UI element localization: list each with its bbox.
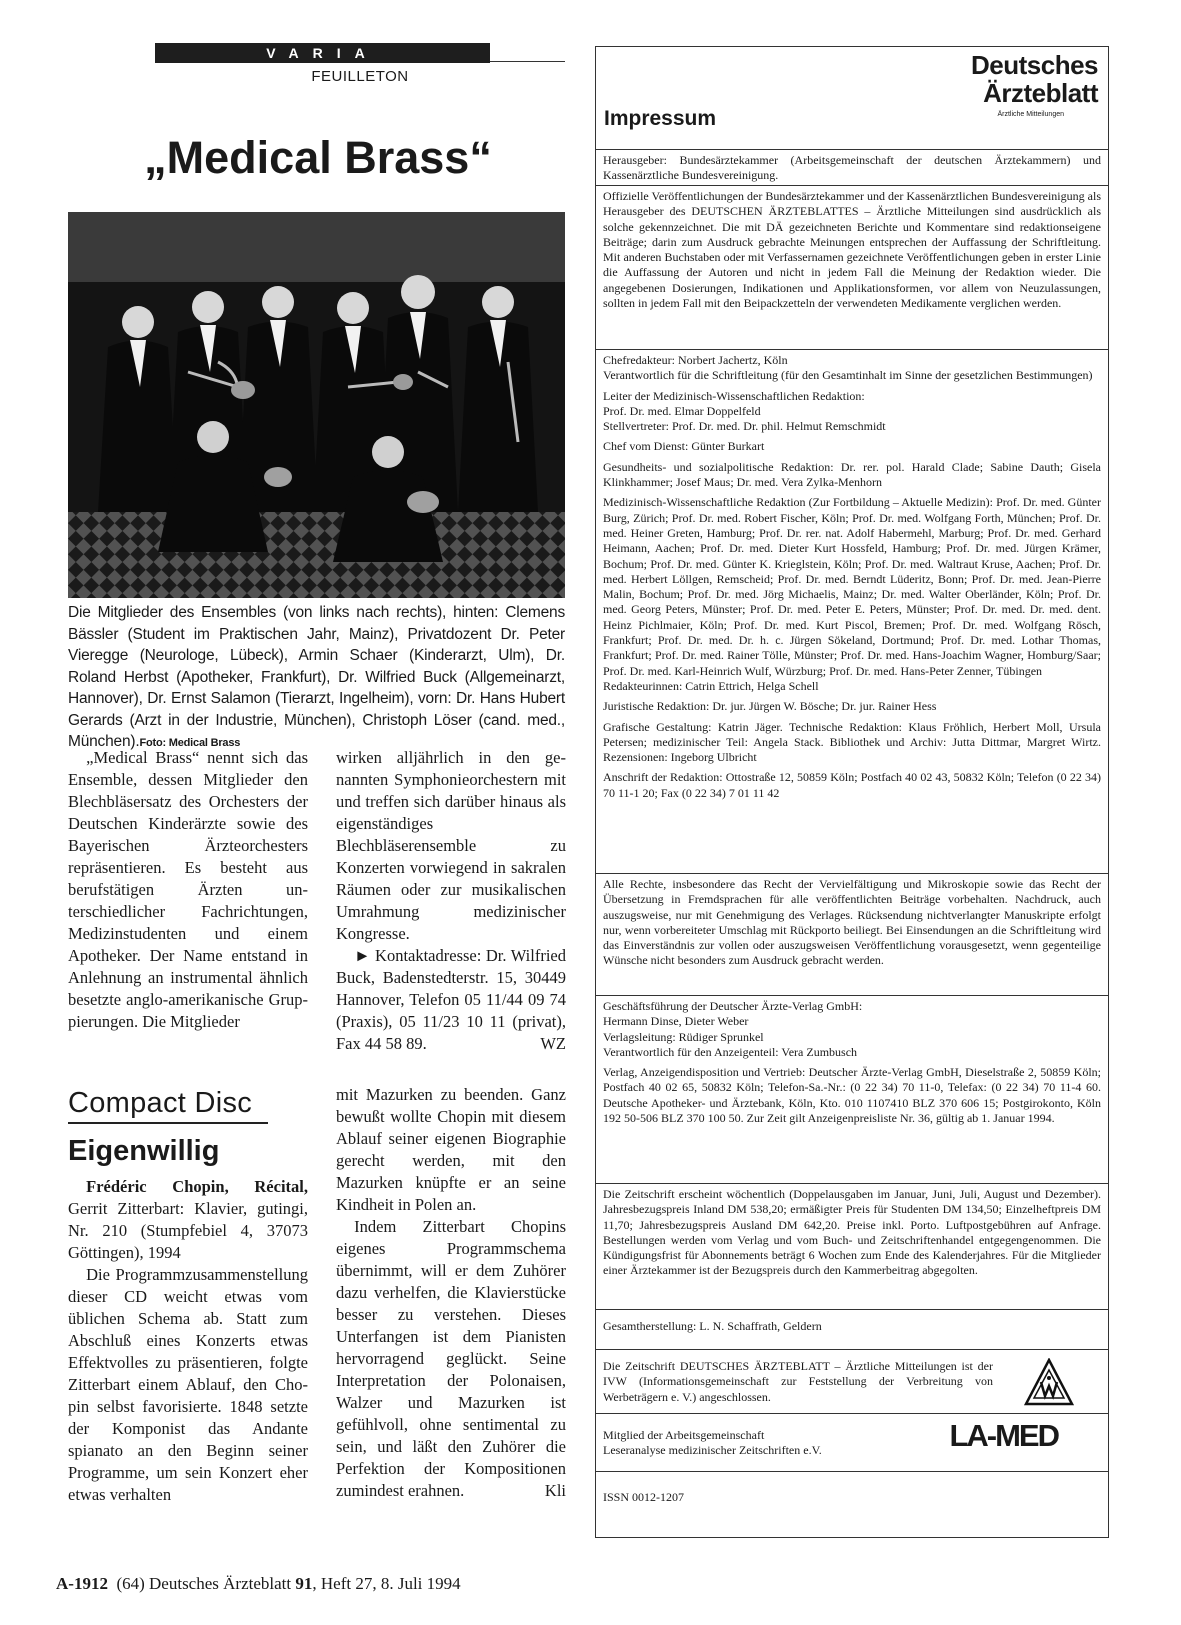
review-column-1 <box>68 1176 308 1506</box>
issue-info: , Heft 27, 8. Juli 1994 <box>312 1574 461 1593</box>
page-ref: A-1912 <box>56 1574 108 1593</box>
caption-text: Die Mitglieder des Ensembles (von links nach rechts), hinten: Clemens Bässler (Student im Praktischen Jahr, Mainz), Privatdozent Dr. Peter Vieregge (Neurologe, Lübeck), Armin Schaer (Kinderarzt, Ulm), Dr. Roland Herbst (Apotheker, Frankfurt), Dr. Wilfried Buck (Allgemeinarzt, Hannover), Dr. Ernst Salamon (Tierarzt, Ingelheim), vorn: Dr. Hans Hubert Gerards (Arzt in der Industrie, München), Christoph Löser (cand. med., München). <box>68 604 565 750</box>
chef-dienst-text: Chef vom Dienst: Günter Burkart <box>603 439 765 454</box>
leiter-text: Leiter der Medizinisch-Wissenschaftlichen Redaktion: Prof. Dr. med. Elmar Doppelfeld Stellvertreter: Prof. Dr. med. Dr. phil. Helmut Remschmidt <box>603 388 886 434</box>
review-paragraph: mit Mazurken zu beenden. Ganz bewußt wollte Chopin mit diesem Ablauf seiner eigenen Biographie gerecht werden, mit den Mazurken knüpfte er an seine Kindheit in Polen an. <box>336 1085 566 1214</box>
herausgeber-text: Herausgeber: Bundesärztekammer (Arbeitsgemeinschaft der deutschen Ärztekammern) und Kassenärztliche Bundesvereinigung. <box>603 153 1101 183</box>
med-wiss-text: Medizinisch-Wissenschaftliche Redaktion (Zur Fortbildung – Aktuelle Medizin): Prof. Dr. med. Günter Burg, Zürich; Prof. Dr. med. Robert Fischer, Köln; Prof. Dr. med. Wolfgang Forth, München; Prof. Dr. med. Heiner Greten, Hamburg; Prof. Dr. rer. nat. Adolf Habermehl, Marburg; Prof. Dr. med. Gerhard Heimann, Aachen; Prof. Dr. med. Dieter Kurt Hossfeld, Hamburg; Prof. Dr. med. Jürgen Krämer, Bochum; Prof. Dr. med. Günter K. Krieglstein, Köln; Prof. Dr. med. Waltraut Kruse, Aachen; Prof. Dr. med. Herbert Löllgen, Remscheid; Prof. Dr. med. Berndt Lüderitz, Bonn; Prof. Dr. med. Jean-Pierre Malin, Bochum; Prof. Dr. med. Jörg Michaelis, Mainz; Dr. med. Walter Oberländer, Köln; Prof. Dr. med. Georg Peters, Münster; Prof. Dr. med. Peter E. Peters, Münster; Prof. Dr. med. Dr. med. dent. Heinz Pichlmaier, Köln; Prof. Dr. med. Kurt Piscol, Bremen; Prof. Dr. med. Wolfgang Rösch, Frankfurt; Prof. Dr. med. Dr. h. c. Jürgen Sökeland, Dortmund; Prof. Dr. med. Lothar Thomas, Frankfurt; Prof. Dr. med. Rainer Tölle, Münster; Prof. Dr. med. Hans-Joachim Wagner, Homburg/Saar; Prof. Dr. med. Karl-Heinrich Wulf, Würzburg; Prof. Dr. med. Hans-Peter Zenner, Tübingen Redakteurinnen: Catrin Ettrich, Helga Schell <box>603 495 1101 693</box>
impressum-ivw <box>596 1349 1108 1413</box>
review-author: Kli <box>544 1481 566 1500</box>
review-paragraph: Indem Zitterbart Chopins eigenes Programmschema übernimmt, will er dem Zuhörer dazu verhelfen, die Klavierstücke besser zu verstehen. Dieses Unterfangen ist dem Pianisten hervorragend geglückt. Seine Interpretation der Polonaisen, Walzer und Mazurken ist gefühlvoll, ohne sentimental zu sein, und läßt den Zuhörer die Perfektion der Kompositionen zumindest erahnen. <box>336 1217 566 1500</box>
article-headline: „Medical Brass“ <box>144 132 492 183</box>
issn-text: ISSN 0012-1207 <box>603 1490 685 1504</box>
impressum-zeitschrift <box>596 1183 1108 1309</box>
la-med-logo: LA-MED <box>949 1418 1058 1453</box>
impressum-lamed <box>596 1413 1108 1471</box>
juristisch-text: Juristische Redaktion: Dr. jur. Jürgen W. Bösche; Dr. jur. Rainer Hess <box>603 699 937 714</box>
la-med-text: Mitglied der Arbeitsgemeinschaft Leseranalyse medizinischer Zeitschriften e.V. <box>603 1428 822 1458</box>
official-text: Offizielle Veröffentlichungen der Bundesärztekammer und der Kassenärztlichen Bundesvereinigung als Herausgeber des DEUTSCHEN ÄRZTEBLATTES – Ärztliche Mitteilungen sind ausdrücklich als solche gekennzeichnet. Die mit DÄ gezeichneten Berichte und Kommentare sind redaktionseigene Beiträge; darin zum Ausdruck gebrachte Meinungen entsprechen der Auffassung der Schriftleitung. Mit anderen Buchstaben oder mit Verfassernamen gezeichnete Veröffentlichungen geben in erster Linie die Auffassung der Autoren und nicht in jedem Fall die Meinung der Redaktion wieder. Die angegebenen Dosierungen, Indikationen und Applikationsformen, vor allem von Neuzulassungen, sollten in jedem Fall mit den Beipackzetteln der verwendeten Medikamente verglichen werden. <box>603 189 1101 311</box>
gesundheit-text: Gesundheits- und sozialpolitische Redaktion: Dr. rer. pol. Harald Clade; Sabine Dauth; Gisela Klinkhammer; Josef Maus; Dr. med. Vera Zylka-Menhorn <box>603 459 1101 490</box>
anschrift-text: Anschrift der Redaktion: Ottostraße 12, 50859 Köln; Postfach 40 02 43, 50832 Köln; Telefon (0 22 34) 70 11-1 20; Fax (0 22 34) 7 01 11 42 <box>603 770 1101 800</box>
logo-subtitle: Ärztliche Mitteilungen <box>997 111 1064 118</box>
geschaeft-text: Geschäftsführung der Deutscher Ärzte-Verlag GmbH: Hermann Dinse, Dieter Weber Verlagsleitung: Rüdiger Sprunkel Verantwortlich für den Anzeigenteil: Vera Zumbusch <box>603 999 863 1059</box>
impressum-title: Impressum <box>604 107 717 130</box>
ivw-triangle-icon <box>1024 1358 1074 1406</box>
header-rule <box>490 61 565 62</box>
cd-section-label: Compact Disc <box>68 1087 253 1119</box>
volume-number: 91 <box>295 1574 313 1593</box>
article-column-2 <box>336 747 566 1055</box>
review-paragraph: Die Programmzusammenstellung dieser CD weicht etwas vom üblichen Schema ab. Statt zum Abschluß eines Konzerts etwas Effektvolles zu präsentieren, folgte Zitterbart einem Ablauf, den Chopin selbst favorisierte. 1848 setzte der Komponist das Andante spianato an den Beginn seiner Programme, um sein Konzert eher etwas verhalten <box>68 1265 308 1504</box>
ivw-text: Die Zeitschrift DEUTSCHES ÄRZTEBLATT – Ärztliche Mitteilungen ist der IVW (Informationsgemeinschaft zur Feststellung der Verbreitung von Werbeträgern e. V.) angeschlossen. <box>603 1359 993 1404</box>
ivw-logo <box>1024 1358 1074 1410</box>
cd-name: Frédéric Chopin, Récital, <box>86 1177 308 1196</box>
grafisch-text: Grafische Gestaltung: Katrin Jäger. Technische Redaktion: Klaus Fröhlich, Herbert Moll, Ursula Petersen; medizinischer Teil: Angela Stack. Bibliothek und Archiv: Jutta Dittmar, Margret Wirtz. Rezensionen: Ingeborg Ulbricht <box>603 719 1101 765</box>
photo-credit: Foto: Medical Brass <box>139 737 241 749</box>
gesamt-text: Gesamtherstellung: L. N. Schaffrath, Geldern <box>603 1319 822 1333</box>
rechte-text: Alle Rechte, insbesondere das Recht der Vervielfältigung und Mikroskopie sowie das Recht der Übersetzung in Fremdsprachen für alle veröffentlichten Beiträge vorbehalten. Nachdruck, auch auszugsweise, nur mit Genehmigung des Verlages. Rücksendung nichtverlangter Manuskripte erfolgt nur, wenn vorbereiteter Umschlag mit Rückporto beiliegt. Bei Einsendungen an die Schriftleitung wird das Einverständnis zur vollen oder auszugsweisen Veröffentlichung vorausgesetzt, wenn gegenteilige Wünsche nicht besonders zum Ausdruck gebracht werden. <box>603 877 1101 968</box>
section-label-varia: VARIA <box>155 43 490 63</box>
article-paragraph: „Medical Brass“ nennt sich das Ensemble, dessen Mitglieder den Blechbläsersatz des Orchesters der Deutschen Kinderärzte sowie des Bayerischen Ärzteorchesters repräsentieren. Es besteht aus berufstätigen Ärzten unterschiedlicher Fachrichtungen, Medizinstudenten und einem Apotheker. Der Name entstand in Anlehnung an instrumental ähnlich besetzte anglo-amerikanische Gruppierungen. Die Mitglieder <box>68 748 308 1031</box>
photo-caption <box>68 602 565 755</box>
subsection-label: FEUILLETON <box>311 68 409 85</box>
cd-details <box>68 1176 308 1264</box>
verlag-text: Verlag, Anzeigendisposition und Vertrieb: Deutscher Ärzte-Verlag GmbH, Dieselstraße 2, 50859 Köln; Postfach 40 02 65, 50832 Köln; Telefon-Sa.-Nr.: (0 22 34) 70 11-0, Telefax: (0 22 34) 70 11-4 60. Deutsche Apotheker- und Ärztebank, Köln, Kto. 010 1107410 BLZ 370 606 15; Postgirokonto, Köln 192 50-506 BLZ 370 100 50. Zur Zeit gilt Anzeigenpreisliste Nr. 36, gültig ab 1. Januar 1994. <box>603 1065 1101 1126</box>
impressum-header <box>596 47 1108 149</box>
article-author: WZ <box>540 1034 566 1053</box>
impressum-issn <box>596 1471 1108 1537</box>
ensemble-photo <box>68 212 565 598</box>
logo-line-1: Deutsches <box>971 50 1098 80</box>
impressum-redaktion <box>596 349 1108 873</box>
impressum-official <box>596 185 1108 349</box>
review-column-2 <box>336 1084 566 1502</box>
article-column-1 <box>68 747 308 1033</box>
cd-details-text: Gerrit Zitterbart: Klavier, gutingi, Nr. 210 (Stumpfebiel 4, 37073 Göttingen), 1994 <box>68 1199 308 1262</box>
page-footer <box>56 1574 461 1594</box>
review-title: Eigenwillig <box>68 1135 220 1167</box>
impressum-rechte <box>596 873 1108 995</box>
page-number: (64) Deutsches Ärzteblatt <box>116 1574 292 1593</box>
impressum-gesamt <box>596 1309 1108 1349</box>
contact-address: ► Kontaktadresse: Dr. Wilfried Buck, Badenstedterstr. 15, 30449 Hannover, Telefon 05 11/44 09 74 (Praxis), 05 11/23 10 11 (privat), Fax 44 58 89. <box>336 946 566 1053</box>
logo-line-2: Ärzteblatt <box>983 78 1098 108</box>
impressum-verlag <box>596 995 1108 1183</box>
ensemble-photo-graphic <box>68 212 565 598</box>
impressum-box <box>595 46 1109 1538</box>
zeitschrift-text: Die Zeitschrift erscheint wöchentlich (Doppelausgaben im Januar, Juni, Juli, August und Dezember). Jahresbezugspreis Inland DM 538,20; ermäßigter Preis für Studenten DM 134,50; Einzelheftpreis DM 11,70; Jahresbezugspreis Ausland DM 642,20. Preise inkl. Porto. Luftpostgebühren auf Anfrage. Bestellungen werden vom Verlag und vom Buch- und Zeitschriftenhandel entgegengenommen. Die Kündigungsfrist für Abonnements beträgt 6 Wochen zum Ende des Kalenderjahres. Für die Mitglieder einer Ärztekammer ist der Bezugspreis durch den Kammerbeitrag abgegolten. <box>603 1187 1101 1278</box>
article-paragraph: wirken alljährlich in den genannten Symphonieorchestern mit und treffen sich darüber hinaus als eigenständiges Blechbläserensemble zu Konzerten vorwiegend in sakralen Räumen oder zur musikalischen Umrahmung medizinischer Kongresse. <box>336 748 566 943</box>
impressum-herausgeber <box>596 149 1108 185</box>
cd-section-rule <box>68 1122 268 1124</box>
chefredakteur-text: Chefredakteur: Norbert Jachertz, Köln Verantwortlich für die Schriftleitung (für den Gesamtinhalt im Sinne der gesetzlichen Bestimmungen) <box>603 353 1093 383</box>
